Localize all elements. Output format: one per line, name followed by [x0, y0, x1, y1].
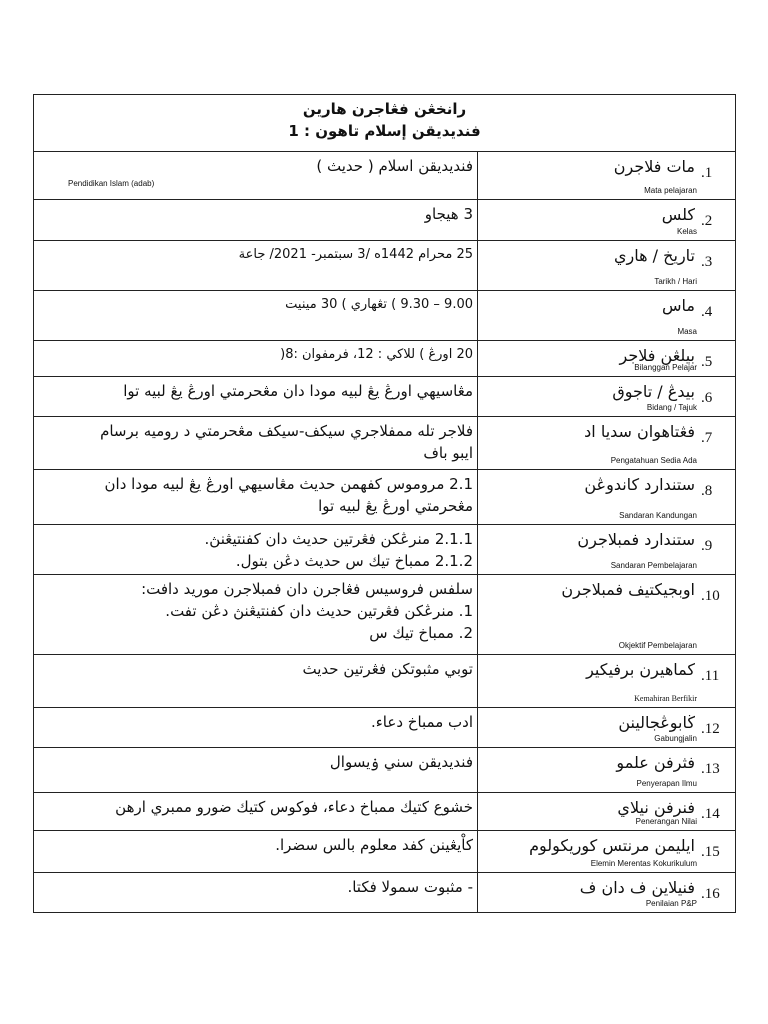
- table-row: [34, 655, 736, 708]
- table-row: [34, 873, 736, 913]
- row-number: .9: [701, 538, 713, 554]
- label-wrap: [478, 579, 735, 607]
- row-number: .11: [701, 668, 720, 684]
- row-content: [34, 341, 478, 377]
- row-label: ماس: [662, 296, 695, 315]
- row-label-cell: [478, 341, 736, 377]
- content-line: 2. ممباخ تيك س: [369, 624, 473, 642]
- row-content: [34, 748, 478, 793]
- page-subtitle: فنديديقن إسلام تاهون : 1: [288, 122, 481, 140]
- content-line: مڠحرمتي اورڠ يڠ لبيه توا: [318, 497, 473, 515]
- row-label-cell: [478, 470, 736, 525]
- row-label: فنيلاين ف دان ف: [579, 878, 695, 897]
- row-label-translation: Penerangan Nilai: [635, 817, 697, 826]
- row-label-cell: [478, 152, 736, 200]
- label-wrap: [478, 156, 735, 184]
- row-label-cell: [478, 655, 736, 708]
- row-content: [34, 241, 478, 291]
- content-line: سلفس فروسيس فڠاجرن دان فمبلاجرن موريد دافت:: [141, 580, 473, 598]
- row-label-translation: Pengatahuan Sedia Ada: [610, 456, 697, 465]
- row-number: .15: [701, 844, 720, 860]
- content-line: فنديديقن سني ۏيسوال: [329, 753, 473, 771]
- row-label-translation: Gabungjalin: [654, 734, 697, 743]
- row-number: .10: [701, 588, 720, 604]
- row-label: ستندارد فمبلاجرن: [577, 530, 695, 549]
- row-label-translation: Okjektif Pembelajaran: [618, 641, 697, 650]
- content-line: فنديديقن اسلام ( حديث ): [316, 157, 473, 175]
- row-number: .12: [701, 721, 720, 737]
- row-content: [34, 575, 478, 655]
- row-number: .8: [701, 483, 713, 499]
- row-content: [34, 793, 478, 831]
- label-wrap: [478, 245, 735, 273]
- row-content: [34, 200, 478, 241]
- row-content: [34, 655, 478, 708]
- title-row: [34, 95, 736, 152]
- row-number: .1: [701, 165, 713, 181]
- row-label-cell: [478, 708, 736, 748]
- content-line: - مثبوت سمولا فكتا.: [347, 878, 473, 896]
- label-wrap: [478, 421, 735, 449]
- row-label: بيدڠ / تاجوق: [612, 382, 695, 401]
- label-wrap: [478, 529, 735, 557]
- table-row: [34, 200, 736, 241]
- row-label-translation: Kelas: [676, 227, 697, 236]
- row-content: [34, 525, 478, 575]
- row-label: مات فلاجرن: [613, 157, 695, 176]
- content-line: 1. منرڠكن فڠرتين حديث دان كفنتيڠنڽ دڠن تفت.: [165, 602, 473, 620]
- table-row: [34, 831, 736, 873]
- row-label-translation: Kemahiran Berfikir: [634, 694, 697, 703]
- row-number: .13: [701, 761, 720, 777]
- row-label-translation: Sandaran Pembelajaran: [610, 561, 697, 570]
- content-line: ايبو باف: [423, 444, 473, 462]
- row-label-cell: [478, 417, 736, 470]
- label-wrap: [478, 474, 735, 502]
- table-row: [34, 377, 736, 417]
- row-label-translation: Mata pelajaran: [644, 186, 697, 195]
- content-line: 20 اورڠ ) للاكي : 12، فرمفوان :8(: [280, 347, 473, 362]
- content-line: مڠاسيهي اورڠ يڠ لبيه مودا دان مڠحرمتي اورڠ يڠ لبيه توا: [123, 382, 473, 400]
- row-label-cell: [478, 793, 736, 831]
- content-line: توبي مثبوتكن فڠرتين حديث: [302, 660, 473, 678]
- row-label: فڠتاهوان سديا اد: [584, 422, 695, 441]
- row-label-cell: [478, 200, 736, 241]
- row-label-translation: Elemin Merentas Kokurikulum: [590, 859, 697, 868]
- row-content: [34, 377, 478, 417]
- row-content: [34, 708, 478, 748]
- row-number: .14: [701, 806, 720, 822]
- lesson-plan-sheet: [33, 94, 735, 913]
- label-wrap: [478, 659, 735, 687]
- row-number: .16: [701, 886, 720, 902]
- content-line: 25 محرام 1442ه /3 سبتمبر- 2021/ جاعة: [238, 247, 473, 262]
- row-label-translation: Tarikh / Hari: [654, 277, 697, 286]
- row-label-cell: [478, 831, 736, 873]
- row-label-cell: [478, 575, 736, 655]
- row-label-translation: Sandaran Kandungan: [619, 511, 697, 520]
- row-label: ايليمن مرنتس كوريكولوم: [529, 836, 695, 855]
- row-label-translation: Masa: [677, 327, 697, 336]
- content-line: 2.1.2 ممباخ تيك س حديث دڠن بتول.: [235, 552, 473, 570]
- table-row: [34, 470, 736, 525]
- content-line: كاْيڠينن كفد معلوم بالس سضرا.: [275, 836, 473, 854]
- row-label: ڬابوڠجالينن: [618, 713, 695, 732]
- content-line: 3 هيجاو: [424, 205, 473, 223]
- row-number: .7: [701, 430, 713, 446]
- content-line: 2.1 مروموس كفهمن حديث مڠاسيهي اورڠ يڠ لبيه مودا دان: [104, 475, 473, 493]
- content-line: فلاجر تله ممفلاجري سيكف-سيكف مڠحرمتي د روميه برسام: [100, 422, 473, 440]
- row-label-cell: [478, 377, 736, 417]
- row-label-cell: [478, 748, 736, 793]
- row-label-cell: [478, 873, 736, 913]
- row-label-translation: Bilanggan Pelajar: [634, 363, 697, 372]
- table-row: [34, 708, 736, 748]
- label-wrap: [478, 295, 735, 323]
- row-label: فثرفن علمو: [616, 753, 695, 772]
- content-sub-label: Pendidikan Islam (adab): [68, 179, 155, 188]
- content-line: خشوع كتيك ممباخ دعاء، فوكوس كتيك ضورو ممبري ارهن: [115, 798, 473, 816]
- row-label: اوبجيكتيف فمبلاجرن: [561, 580, 695, 599]
- row-content: [34, 417, 478, 470]
- row-number: .4: [701, 304, 713, 320]
- row-label-translation: Penilaian P&P: [645, 899, 697, 908]
- row-label-cell: [478, 241, 736, 291]
- row-label-cell: [478, 525, 736, 575]
- content-line: 2.1.1 منرڠكن فڠرتين حديث دان كفنتيڠنڽ.: [204, 530, 473, 548]
- table-row: [34, 291, 736, 341]
- row-number: .2: [701, 213, 713, 229]
- content-line: ادب ممباخ دعاء.: [370, 713, 473, 731]
- content-line: 9.00 – 9.30 ) تڠهاري ) 30 مينيت: [285, 297, 473, 312]
- row-number: .5: [701, 354, 713, 370]
- row-number: .6: [701, 390, 713, 406]
- table-row: [34, 241, 736, 291]
- row-label-translation: Bidang / Tajuk: [646, 403, 697, 412]
- lesson-plan-table: [33, 94, 736, 913]
- row-content: [34, 470, 478, 525]
- row-label: فنرفن نيلاي: [617, 798, 695, 817]
- table-row: [34, 341, 736, 377]
- title-cell: [34, 95, 736, 152]
- table-row: [34, 525, 736, 575]
- row-label-cell: [478, 291, 736, 341]
- row-label: ستندارد كاندوڠن: [584, 475, 695, 494]
- label-wrap: [478, 752, 735, 780]
- row-label-translation: Penyerapan Ilmu: [636, 779, 697, 788]
- table-row: [34, 417, 736, 470]
- row-label: كلس: [661, 205, 695, 224]
- row-label: تاريخ / هاري: [614, 246, 695, 265]
- table-row: [34, 575, 736, 655]
- row-content: [34, 152, 478, 200]
- row-label: كماهيرن برفيكير: [586, 660, 695, 679]
- row-number: .3: [701, 254, 713, 270]
- row-content: [34, 291, 478, 341]
- page-title: رانخڠن فڠاجرن هارين: [302, 100, 467, 118]
- table-row: [34, 748, 736, 793]
- row-label: بيلڠن فلاجر: [619, 346, 695, 365]
- table-row: [34, 793, 736, 831]
- row-content: [34, 831, 478, 873]
- row-content: [34, 873, 478, 913]
- table-row: [34, 152, 736, 200]
